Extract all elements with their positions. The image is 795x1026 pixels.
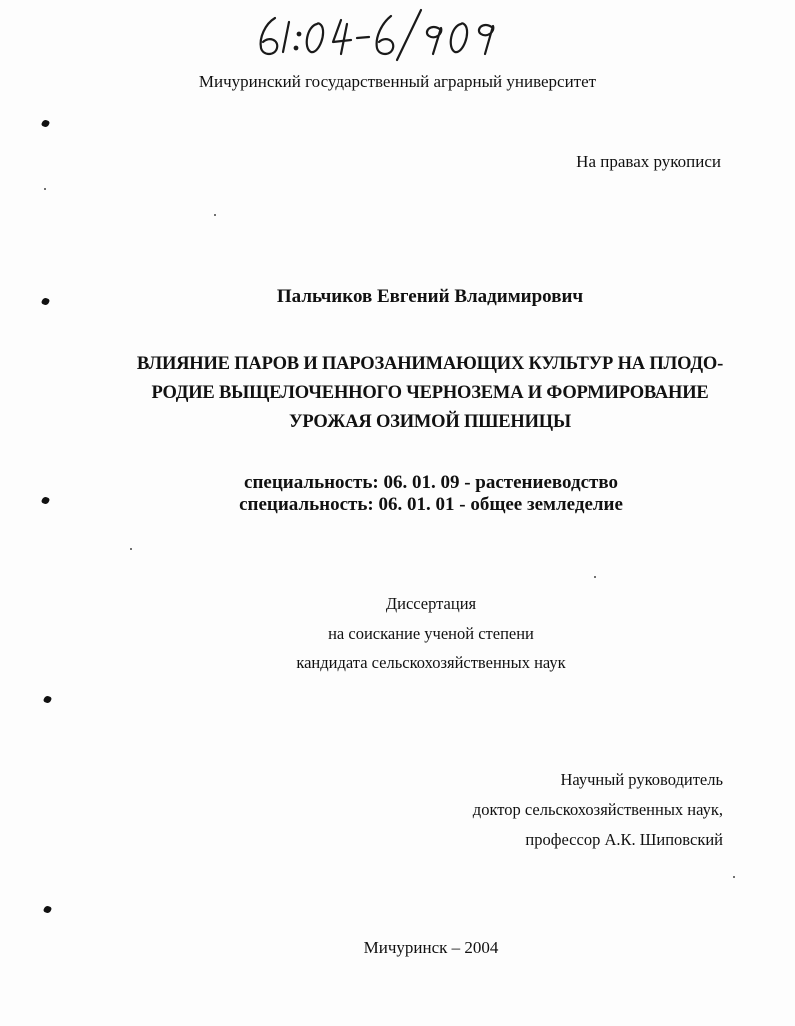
- city-year: Мичуринск – 2004: [363, 938, 499, 957]
- scan-speck: [214, 214, 216, 216]
- specialty-line: специальность: 06. 01. 01 - общее земледелие: [239, 494, 623, 515]
- scan-speck: [44, 188, 46, 190]
- binding-hole-mark: [43, 695, 52, 704]
- university-name: Мичуринский государственный аграрный университет: [198, 72, 597, 91]
- title-line: ВЛИЯНИЕ ПАРОВ И ПАРОЗАНИМАЮЩИХ КУЛЬТУР НА ПЛОДО-: [136, 354, 724, 374]
- author-name: Пальчиков Евгений Владимирович: [276, 286, 584, 307]
- supervisor-heading: Научный руководитель: [560, 770, 723, 789]
- dissertation-type: Диссертация: [385, 594, 477, 613]
- scan-speck: [733, 876, 735, 878]
- degree-line: на соискание ученой степени: [328, 624, 534, 643]
- archive-code-handwriting: [245, 4, 535, 64]
- specialty-line: специальность: 06. 01. 09 - растениеводство: [244, 472, 618, 493]
- supervisor-name: профессор А.К. Шиповский: [525, 830, 723, 849]
- binding-hole-mark: [41, 119, 50, 128]
- degree-field: кандидата сельскохозяйственных наук: [296, 653, 566, 672]
- scan-speck: [130, 548, 132, 550]
- binding-hole-mark: [43, 905, 52, 914]
- supervisor-degree: доктор сельскохозяйственных наук,: [472, 800, 723, 819]
- rights-note: На правах рукописи: [576, 152, 721, 171]
- scan-speck: [594, 576, 596, 578]
- title-line: УРОЖАЯ ОЗИМОЙ ПШЕНИЦЫ: [289, 412, 571, 432]
- title-line: РОДИЕ ВЫЩЕЛОЧЕННОГО ЧЕРНОЗЕМА И ФОРМИРОВАНИЕ: [151, 383, 709, 403]
- dissertation-title: [120, 350, 740, 437]
